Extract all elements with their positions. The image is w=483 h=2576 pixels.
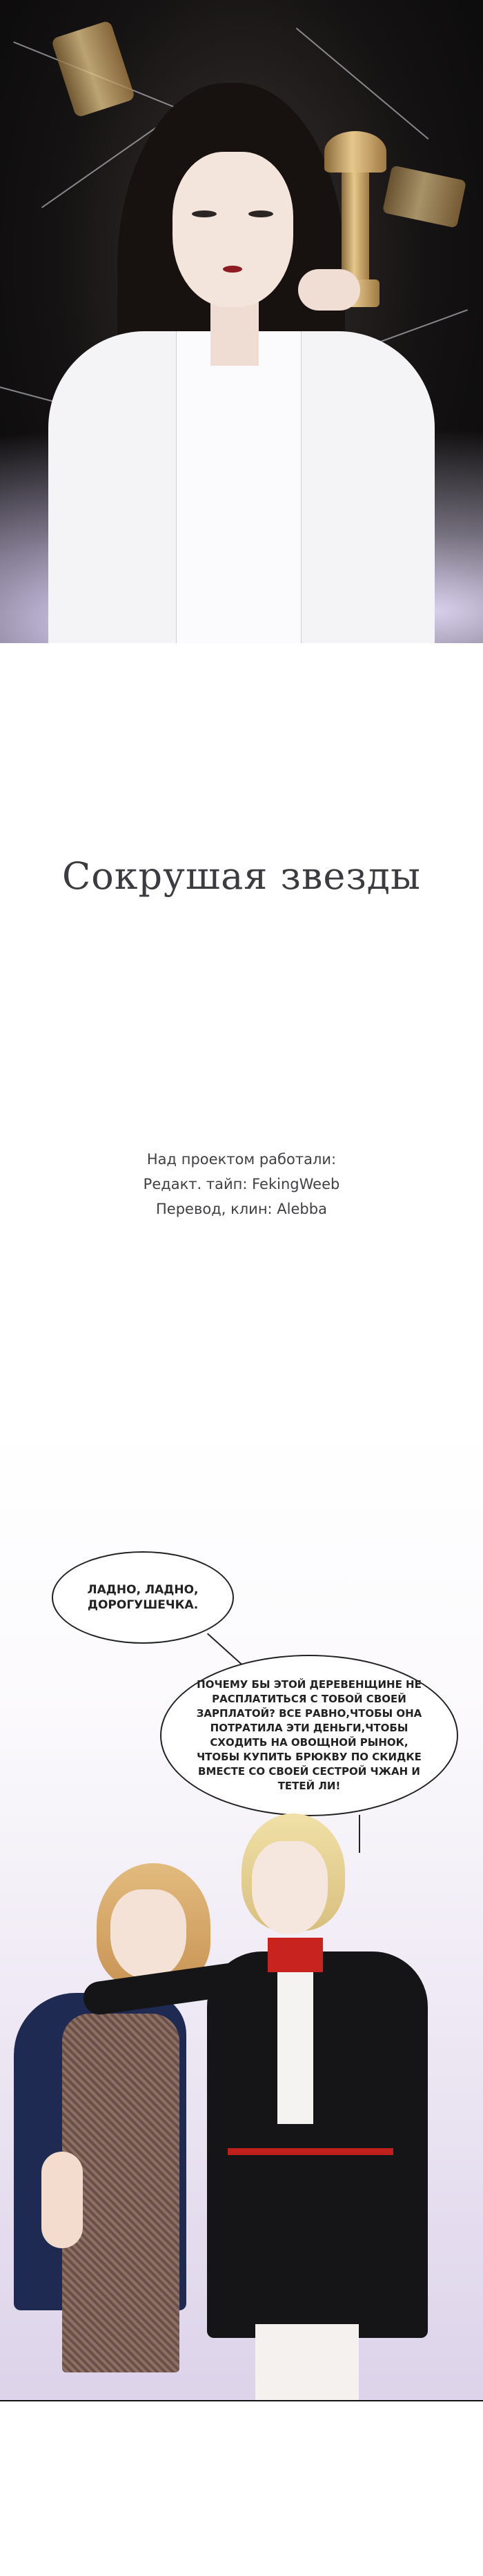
- comic-panel: [0, 1427, 483, 2401]
- speech-bubble: [160, 1655, 458, 1816]
- speech-bubble: [52, 1551, 234, 1644]
- comic-title: Сокрушая звезды: [61, 854, 422, 898]
- panel-border: [0, 2400, 483, 2401]
- woman-arm: [41, 2152, 83, 2248]
- eye: [248, 210, 273, 217]
- eye: [192, 210, 217, 217]
- bubble-tail: [207, 1633, 244, 1666]
- man-white-shirt: [277, 1965, 313, 2124]
- man-face: [252, 1841, 328, 1934]
- cover-illustration: [0, 0, 483, 643]
- film-clapper: [382, 165, 466, 228]
- lips: [223, 266, 242, 273]
- man-red-belt: [228, 2148, 393, 2155]
- credits-translator: Перевод, клин: Alebba: [156, 1201, 327, 1217]
- woman-face: [172, 152, 293, 307]
- woman-hand: [298, 269, 360, 311]
- speech-text: ПОЧЕМУ БЫ ЭТОЙ ДЕРЕВЕНЩИНЕ НЕ РАСПЛАТИТЬСЯ С ТОБОЙ СВОЕЙ ЗАРПЛАТОЙ? ВСЕ РАВНО,ЧТОБЫ ОНА ПОТРАТИЛА ЭТИ ДЕНЬГИ,ЧТОБЫ СХОДИТЬ НА ОВОЩНОЙ РЫНОК, ЧТОБЫ КУПИТЬ БРЮКВУ ПО СКИДКЕ ВМЕСТЕ СО СВОЕЙ СЕСТРОЙ ЧЖАН И ТЕТЕЙ ЛИ!: [196, 1678, 422, 1792]
- credits-heading: Над проектом работали:: [146, 1151, 337, 1168]
- speech-text: ЛАДНО, ЛАДНО, ДОРОГУШЕЧКА.: [87, 1583, 199, 1612]
- white-blouse: [176, 331, 302, 643]
- man-white-trousers: [255, 2324, 359, 2401]
- credits-block: [0, 1147, 483, 1221]
- award-trophy: [51, 20, 136, 118]
- woman-face: [110, 1889, 186, 1979]
- man-black-suit: [207, 1951, 428, 2338]
- man-red-collar: [268, 1938, 323, 1972]
- bubble-tail: [359, 1815, 360, 1853]
- credits-editor: Редакт. тайп: FekingWeeb: [143, 1176, 340, 1192]
